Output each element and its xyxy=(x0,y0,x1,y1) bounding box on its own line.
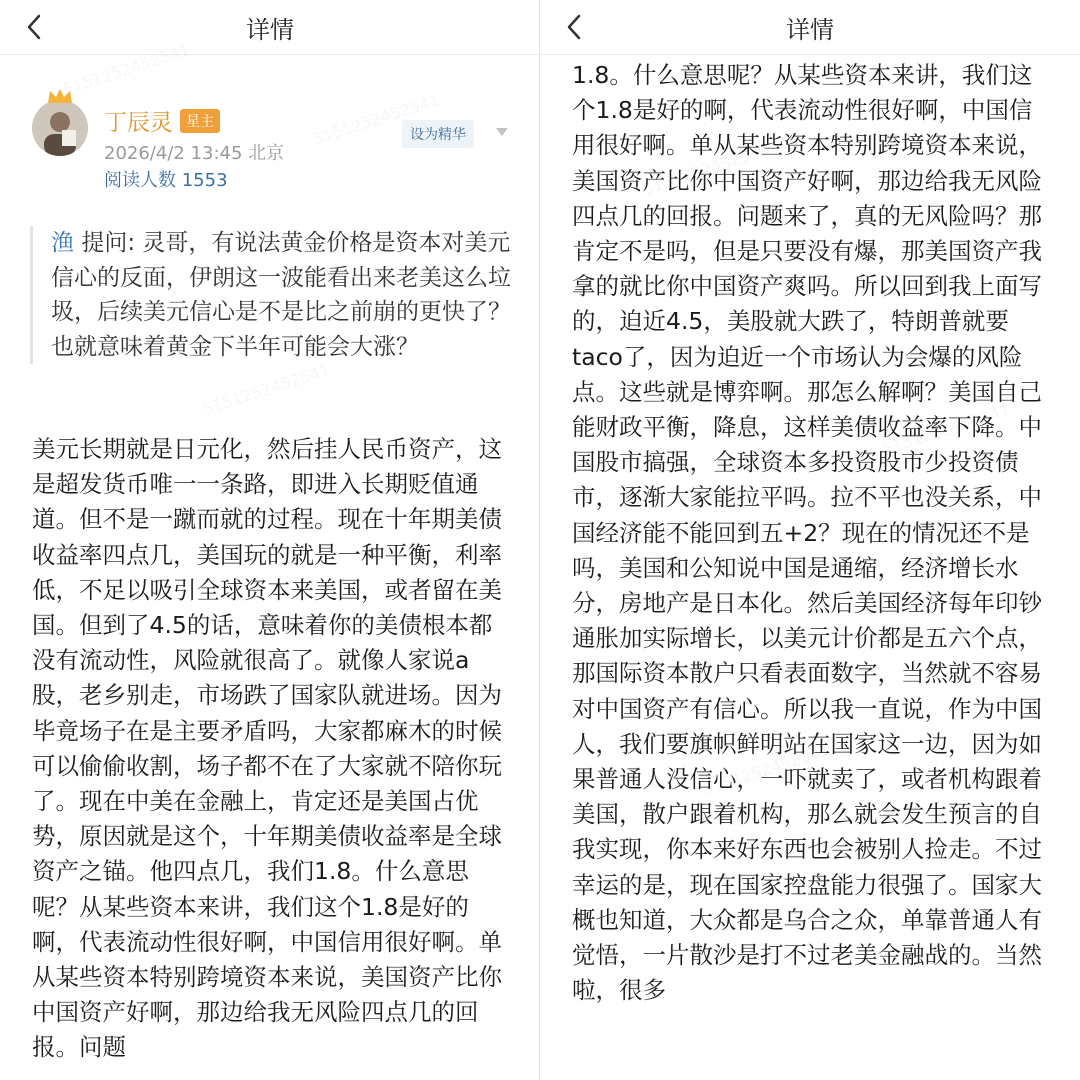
post-meta xyxy=(104,139,284,165)
set-featured-button[interactable]: 设为精华 xyxy=(402,120,474,148)
question-text: 灵哥，有说法黄金价格是资本对美元信心的反面，伊朗这一波能看出来老美这么垃圾，后续美元信心是不是比之前崩的更快了？也就意味着黄金下半年可能会大涨？ xyxy=(51,230,511,360)
post-time: 2026/4/2 13:45 xyxy=(104,143,243,164)
post-location: 北京 xyxy=(248,143,285,164)
avatar[interactable] xyxy=(32,100,88,156)
read-count-value: 1553 xyxy=(181,170,228,191)
article-body: 美元长期就是日元化，然后挂人民币资产，这是超发货币唯一一条路，即进入长期贬值通道。但不是一蹴而就的过程。现在十年期美债收益率四点几，美国玩的就是一种平衡，利率低，不足以吸引全球资本来美国，或者留在美国。但到了4.5的话，意味着你的美债根本都没有流动性，风险就很高了。就像人家说a股，老乡别走，市场跌了国家队就进场。因为毕竟场子在是主要矛盾吗，大家都麻木的时候可以偷偷收割，场子都不在了大家就不陪你玩了。现在中美在金融上，肯定还是美国占优势，原因就是这个，十年期美债收益率是全球资产之锚。他四点几，我们1.8。什么意思呢？从某些资本来讲，我们这个1.8是好的啊，代表流动性很好啊，中国信用很好啊。单从某些资本特别跨境资本来说，美国资产比你中国资产好啊，那边给我无风险四点几的回报。问题 xyxy=(32,435,502,1062)
author-name[interactable]: 丁辰灵 xyxy=(104,110,173,136)
caret-down-icon[interactable] xyxy=(495,127,509,137)
nav-bar xyxy=(0,0,540,55)
page-title: 详情 xyxy=(786,16,834,44)
nav-bar xyxy=(540,0,1080,55)
page-title: 详情 xyxy=(246,16,294,44)
star-badge: 星主 xyxy=(180,109,220,133)
question-prefix: 提问: xyxy=(81,230,136,256)
asker-name[interactable]: 渔 xyxy=(51,230,74,256)
read-count-label: 阅读人数 xyxy=(104,170,176,191)
read-count xyxy=(104,166,228,192)
question-block xyxy=(30,226,517,364)
avatar-photo-icon xyxy=(32,100,88,156)
post-header xyxy=(0,82,540,202)
article-body: 1.8。什么意思呢？从某些资本来讲，我们这个1.8是好的啊，代表流动性很好啊，中国信用很好啊。单从某些资本特别跨境资本来说，美国资产比你中国资产好啊，那边给我无风险四点几的回报。问题来了，真的无风险吗？那肯定不是吗，但是只要没有爆，那美国资产我拿的就比你中国资产爽吗。所以回到我上面写的，迫近4.5，美股就大跌了，特朗普就要taco了，因为迫近一个市场认为会爆的风险点。这些就是博弈啊。那怎么解啊？美国自己能财政平衡，降息，这样美债收益率下降。中国股市搞强，全球资本多投资股市少投资债市，逐渐大家能拉平吗。拉不平也没关系，中国经济能不能回到五+2？现在的情况还不是吗，美国和公知说中国是通缩，经济增长水分，房地产是日本化。然后美国经济每年印钞通胀加实际增长，以美元计价都是五六个点，那国际资本散户只看表面数字，当然就不容易对中国资产有信心。所以我一直说，作为中国人，我们要旗帜鲜明站在国家这一边，因为如果普通人没信心，一吓就卖了，或者机构跟着美国，散户跟着机构，那么就会发生预言的自我实现，你本来好东西也会被别人捡走。不过幸运的是，现在国家控盘能力很强了。国家大概也知道，大众都是乌合之众，单靠普通人有觉悟，一片散沙是打不过老美金融战的。当然啦，很多 xyxy=(572,61,1042,1005)
right-screen xyxy=(540,0,1080,1080)
